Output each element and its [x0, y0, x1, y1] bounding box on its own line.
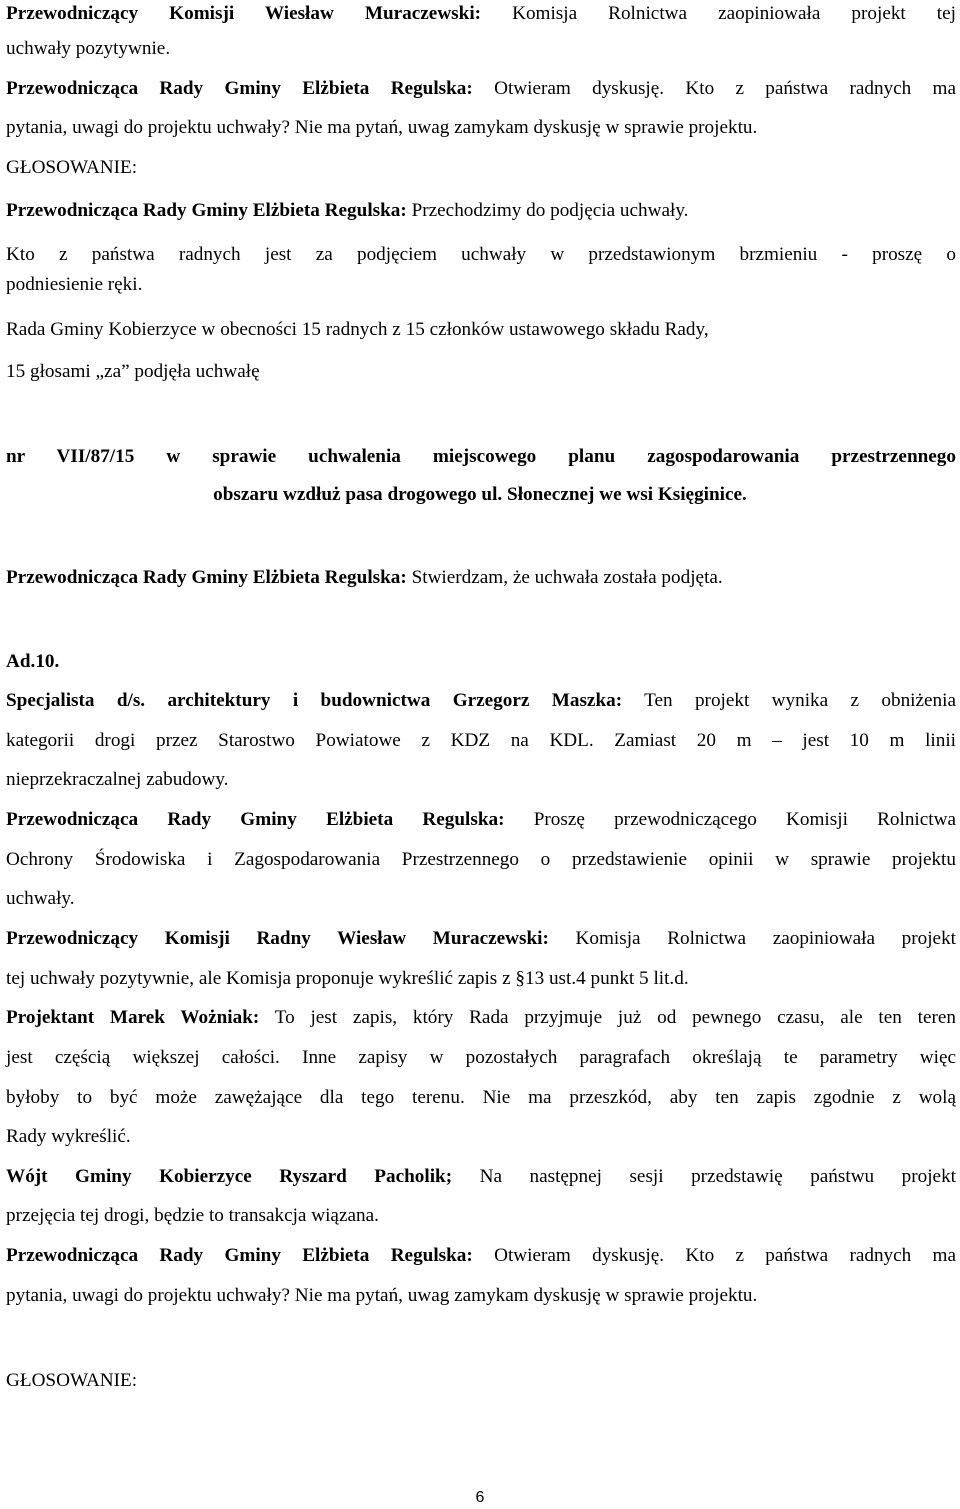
text-line	[6, 2, 956, 26]
text-line: przejęcia tej drogi, będzie to transakcja wiązana.	[6, 1205, 379, 1226]
speaker-name: Przewodnicząca Rady Gminy Elżbieta Regulska:	[6, 78, 473, 99]
speech-text: Komisja Rolnictwa zaopiniowała projekt tej	[481, 3, 956, 24]
text-line: nieprzekraczalnej zabudowy.	[6, 769, 229, 790]
text-line: Kto z państwa radnych jest za podjęciem uchwały w przedstawionym brzmieniu - proszę o	[6, 244, 956, 265]
text-line	[6, 927, 956, 951]
speech-text: Proszę przewodniczącego Komisji Rolnictwa	[504, 809, 956, 830]
text-line	[6, 77, 956, 101]
speech-text: Na następnej sesji przedstawię państwu projekt	[452, 1166, 956, 1187]
text-line: 15 głosami „za” podjęła uchwałę	[6, 361, 260, 382]
speaker-name: Przewodniczący Komisji Wiesław Muraczewski:	[6, 3, 482, 24]
speaker-name: Projektant Marek Wożniak:	[6, 1007, 260, 1028]
speaker-name: Przewodnicząca Rady Gminy Elżbieta Regulska:	[6, 200, 407, 221]
speaker-name: Specjalista d/s. architektury i budownictwa Grzegorz Maszka:	[6, 690, 623, 711]
speaker-name: Przewodnicząca Rady Gminy Elżbieta Regulska:	[6, 1245, 473, 1266]
text-line: jest częścią większej całości. Inne zapisy w pozostałych paragrafach określają te parametry więc	[6, 1047, 956, 1068]
text-line: uchwały.	[6, 888, 75, 909]
speaker-name: Wójt Gminy Kobierzyce Ryszard Pacholik;	[6, 1166, 453, 1187]
text-line: kategorii drogi przez Starostwo Powiatowe z KDZ na KDL. Zamiast 20 m – jest 10 m linii	[6, 730, 956, 751]
agenda-item-heading: Ad.10.	[6, 651, 60, 672]
text-line: pytania, uwagi do projektu uchwały? Nie ma pytań, uwag zamykam dyskusję w sprawie projektu.	[6, 1285, 758, 1306]
speaker-name: Przewodnicząca Rady Gminy Elżbieta Regulska:	[6, 809, 505, 830]
speaker-name: Przewodnicząca Rady Gminy Elżbieta Regulska:	[6, 567, 407, 588]
speech-text: Otwieram dyskusję. Kto z państwa radnych ma	[472, 78, 956, 99]
resolution-title: obszaru wzdłuż pasa drogowego ul. Słonecznej we wsi Księginice.	[213, 484, 747, 505]
speech-text: Otwieram dyskusję. Kto z państwa radnych ma	[472, 1245, 956, 1266]
text-line: Rady wykreślić.	[6, 1126, 131, 1147]
section-heading: GŁOSOWANIE:	[6, 1370, 138, 1391]
text-line	[6, 1006, 956, 1030]
text-line	[6, 199, 956, 223]
speech-text: Stwierdzam, że uchwała została podjęta.	[406, 567, 723, 588]
text-line: byłoby to być może zawężające dla tego terenu. Nie ma przeszkód, aby ten zapis zgodnie z wolą	[6, 1087, 956, 1108]
text-line	[6, 1244, 956, 1268]
text-line: podniesienie ręki.	[6, 274, 143, 295]
text-line: tej uchwały pozytywnie, ale Komisja proponuje wykreślić zapis z §13 ust.4 punkt 5 lit.d.	[6, 968, 689, 989]
text-line: Ochrony Środowiska i Zagospodarowania Przestrzennego o przedstawienie opinii w sprawie projektu	[6, 849, 956, 870]
text-line: Rada Gminy Kobierzyce w obecności 15 radnych z 15 członków ustawowego składu Rady,	[6, 319, 709, 340]
speaker-name: Przewodniczący Komisji Radny Wiesław Muraczewski:	[6, 928, 549, 949]
speech-text: Przechodzimy do podjęcia uchwały.	[406, 200, 689, 221]
text-line	[6, 566, 956, 590]
text-line: uchwały pozytywnie.	[6, 38, 171, 59]
section-heading: GŁOSOWANIE:	[6, 157, 138, 178]
resolution-title: nr VII/87/15 w sprawie uchwalenia miejscowego planu zagospodarowania przestrzennego	[6, 446, 956, 467]
speech-text: Komisja Rolnictwa zaopiniowała projekt	[548, 928, 956, 949]
text-line	[6, 808, 956, 832]
text-line: pytania, uwagi do projektu uchwały? Nie ma pytań, uwag zamykam dyskusję w sprawie projektu.	[6, 117, 758, 138]
page-number: 6	[475, 1489, 485, 1506]
text-line	[6, 689, 956, 713]
speech-text: Ten projekt wynika z obniżenia	[622, 690, 956, 711]
speech-text: To jest zapis, który Rada przyjmuje już od pewnego czasu, ale ten teren	[259, 1007, 956, 1028]
text-line	[6, 1165, 956, 1189]
